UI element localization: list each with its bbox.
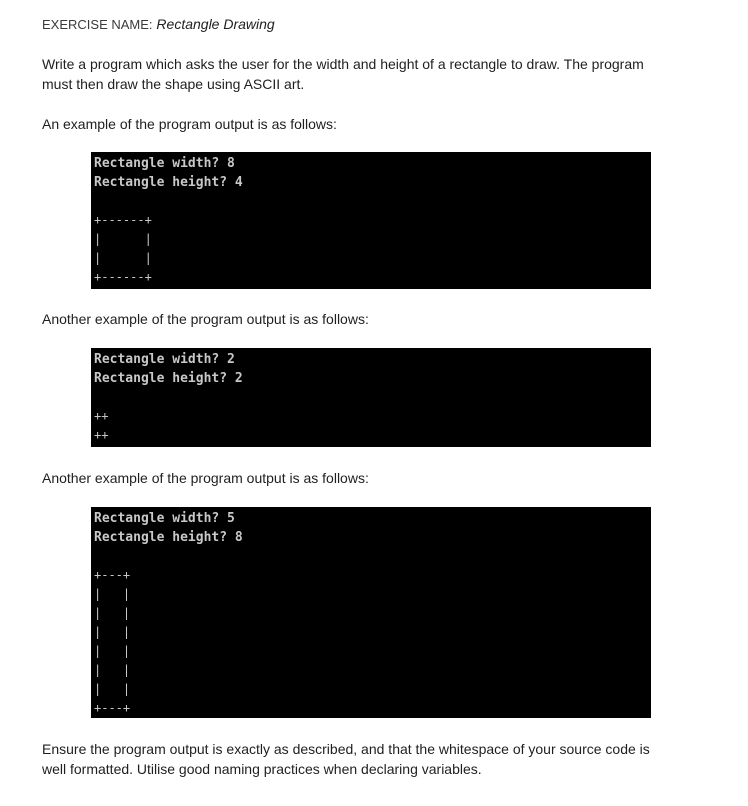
exercise-name-label: EXERCISE NAME: <box>42 17 153 32</box>
rectangle-art-line: +------+ <box>94 270 152 284</box>
console-output-example-1 <box>91 152 651 289</box>
rectangle-art-line: | | <box>94 644 131 658</box>
rectangle-art-line: ++ <box>94 409 109 423</box>
exercise-name-value: Rectangle Drawing <box>156 16 275 32</box>
rectangle-art-line: ++ <box>94 428 109 442</box>
width-prompt: Rectangle width? 5 <box>94 511 235 526</box>
closing-line-2: well formatted. Utilise good naming practices when declaring variables. <box>42 761 482 777</box>
console-output-example-2 <box>91 348 651 447</box>
height-prompt: Rectangle height? 8 <box>94 530 243 545</box>
rectangle-art-line: | | <box>94 663 131 677</box>
rectangle-art-line: +------+ <box>94 213 152 227</box>
rectangle-art-line: | | <box>94 232 152 246</box>
rectangle-art-line: +---+ <box>94 568 131 582</box>
blank-line <box>94 547 651 566</box>
rectangle-art-line: | | <box>94 625 131 639</box>
rectangle-art-line: | | <box>94 587 131 601</box>
height-prompt: Rectangle height? 4 <box>94 175 243 190</box>
width-prompt: Rectangle width? 2 <box>94 352 235 367</box>
closing-paragraph <box>42 739 706 779</box>
height-prompt: Rectangle height? 2 <box>94 371 243 386</box>
intro-line-2: must then draw the shape using ASCII art. <box>42 76 305 92</box>
exercise-heading <box>42 16 275 32</box>
console-output-example-3 <box>91 507 651 718</box>
another-example-intro-2: Another example of the program output is as follows: <box>42 470 369 486</box>
another-example-intro-1: Another example of the program output is as follows: <box>42 311 369 327</box>
closing-line-1: Ensure the program output is exactly as described, and that the whitespace of your source code is <box>42 741 650 757</box>
width-prompt: Rectangle width? 8 <box>94 156 235 171</box>
rectangle-art-line: | | <box>94 682 131 696</box>
rectangle-art-line: +---+ <box>94 701 131 715</box>
rectangle-art-line: | | <box>94 251 152 265</box>
blank-line <box>94 388 651 407</box>
blank-line <box>94 192 651 211</box>
rectangle-art-line: | | <box>94 606 131 620</box>
intro-line-1: Write a program which asks the user for the width and height of a rectangle to draw. The program <box>42 56 644 72</box>
example-intro-text: An example of the program output is as follows: <box>42 116 337 132</box>
intro-paragraph <box>42 54 706 94</box>
